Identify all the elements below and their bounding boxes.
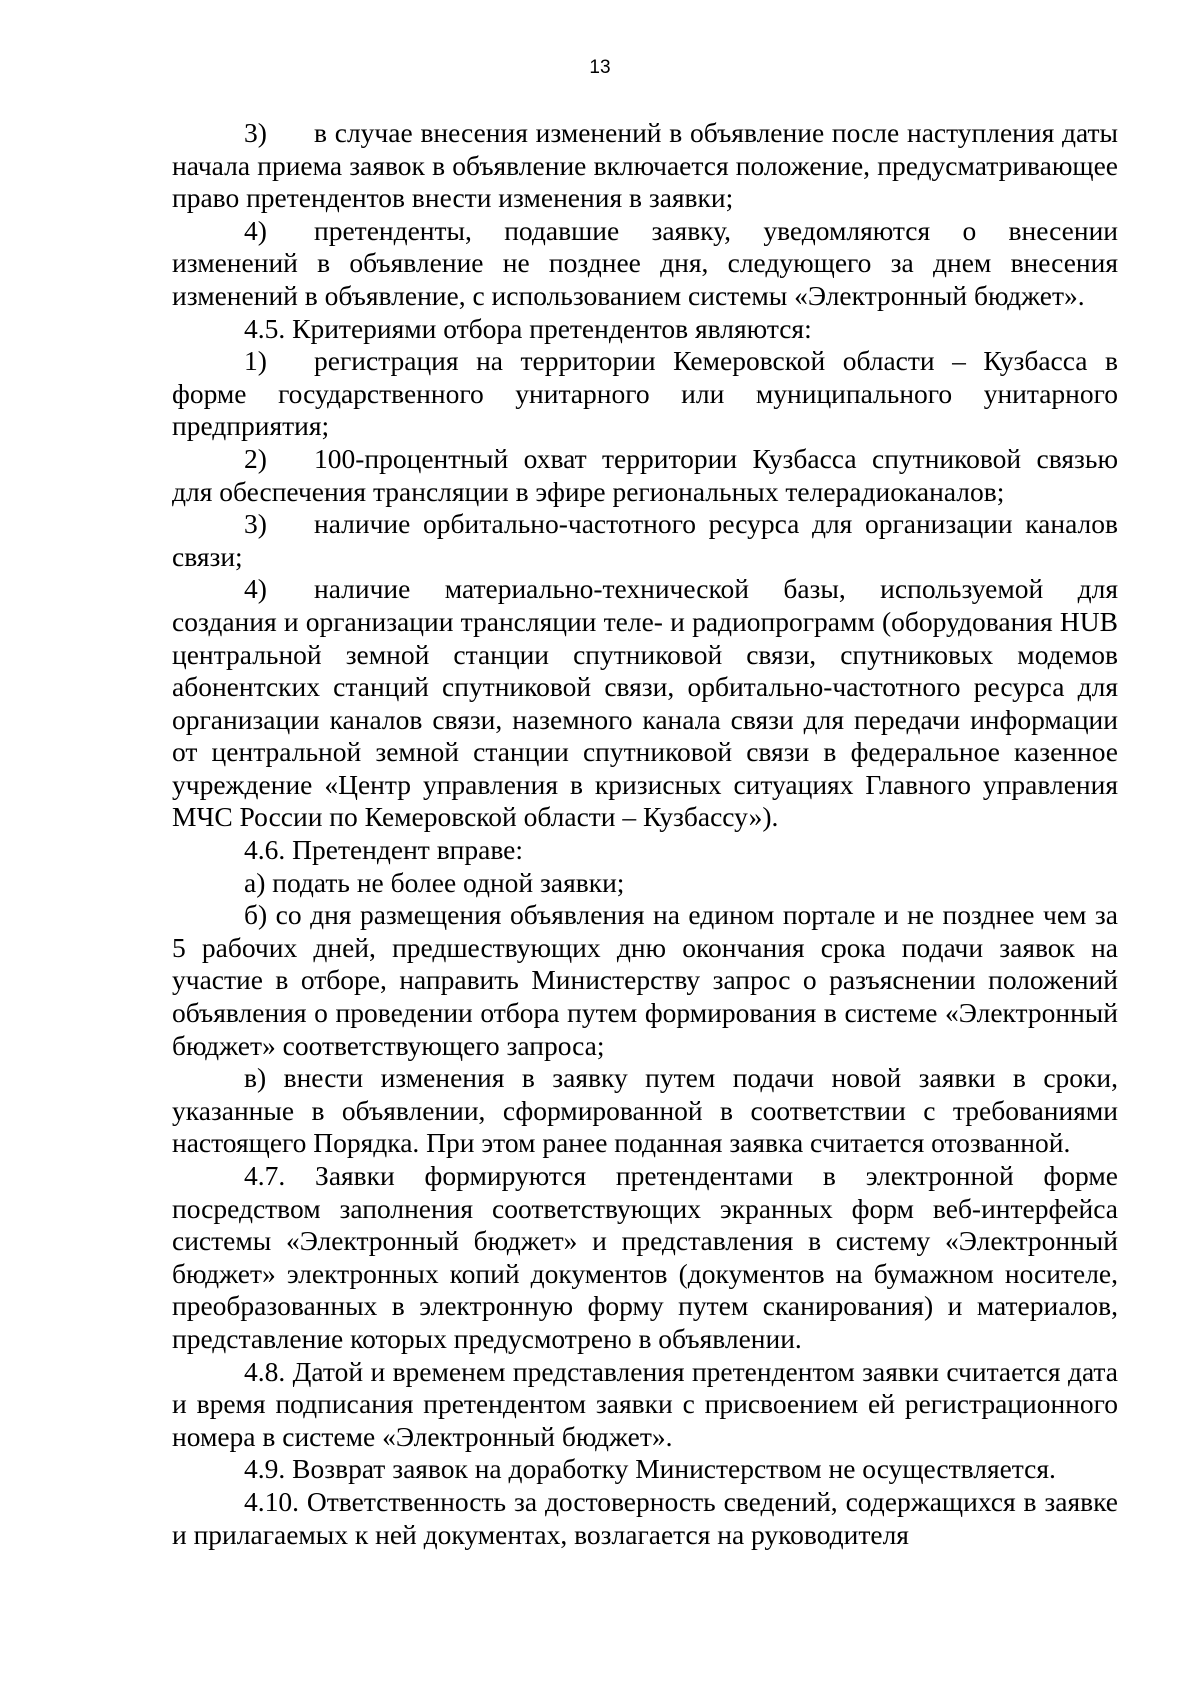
- paragraph-text: наличие орбитально-частотного ресурса для организации каналов связи;: [172, 508, 1118, 572]
- paragraph-4-9: [172, 1453, 1118, 1486]
- page-number: 13: [589, 57, 611, 78]
- document-body: [172, 117, 1118, 1551]
- paragraph-3-changes: [172, 117, 1118, 215]
- paragraph-text: регистрация на территории Кемеровской области – Кузбасса в форме государственного унитарного или муниципального унитарного предприятия;: [172, 345, 1118, 442]
- paragraph-criterion-4: [172, 573, 1118, 834]
- paragraph-4-6-a: [172, 867, 1118, 900]
- list-number: 2): [244, 442, 267, 474]
- paragraph-text: 4.8. Датой и временем представления претендентом заявки считается дата и время подписания претендентом заявки с присвоением ей регистрационного номера в системе «Электронный бюджет».: [172, 1355, 1118, 1452]
- list-number: 4): [244, 573, 267, 605]
- list-number: 4): [244, 214, 267, 246]
- paragraph-text: 4.5. Критериями отбора претендентов являются:: [244, 312, 812, 344]
- paragraph-text: претенденты, подавшие заявку, уведомляются о внесении изменений в объявление не позднее дня, следующего за днем внесения изменений в объявление, с использованием системы «Электронный бюджет».: [172, 214, 1118, 311]
- paragraph-text: в случае внесения изменений в объявление после наступления даты начала приема заявок в объявление включается положение, предусматривающее право претендентов внести изменения в заявки;: [172, 117, 1118, 214]
- list-number: 1): [244, 345, 267, 377]
- paragraph-text: в) внести изменения в заявку путем подачи новой заявки в сроки, указанные в объявлении, сформированной в соответствии с требованиями настоящего Порядка. При этом ранее поданная заявка считается отозванной.: [172, 1062, 1118, 1159]
- paragraph-4-7: [172, 1160, 1118, 1356]
- paragraph-criterion-1: [172, 345, 1118, 443]
- paragraph-criterion-3: [172, 508, 1118, 573]
- paragraph-criterion-2: [172, 443, 1118, 508]
- paragraph-text: а) подать не более одной заявки;: [244, 866, 625, 898]
- paragraph-text: 4.7. Заявки формируются претендентами в электронной форме посредством заполнения соответствующих экранных форм веб-интерфейса системы «Электронный бюджет» и представления в систему «Электронный бюджет» электронных копий документов (документов на бумажном носителе, преобразованных в электронную форму путем сканирования) и материалов, представление которых предусмотрено в объявлении.: [172, 1160, 1118, 1354]
- paragraph-4-6-b: [172, 899, 1118, 1062]
- paragraph-text: наличие материально-технической базы, используемой для создания и организации трансляции теле- и радиопрограмм (оборудования HUB центральной земной станции спутниковой связи, спутниковых модемов абонентских станций спутниковой связи, орбитально-частотного ресурса для организации каналов связи, наземного канала связи для передачи информации от центральной земной станции спутниковой связи в федеральное казенное учреждение «Центр управления в кризисных ситуациях Главного управления МЧС России по Кемеровской области – Кузбассу»).: [172, 573, 1118, 833]
- paragraph-text: 4.9. Возврат заявок на доработку Министерством не осуществляется.: [244, 1453, 1056, 1485]
- paragraph-4-5-heading: [172, 313, 1118, 346]
- paragraph-text: 4.10. Ответственность за достоверность сведений, содержащихся в заявке и прилагаемых к ней документах, возлагается на руководителя: [172, 1485, 1118, 1550]
- paragraph-4-notification: [172, 215, 1118, 313]
- paragraph-text: б) со дня размещения объявления на едином портале и не позднее чем за 5 рабочих дней, предшествующих дню окончания срока подачи заявок на участие в отборе, направить Министерству запрос о разъяснении положений объявления о проведении отбора путем формирования в системе «Электронный бюджет» соответствующего запроса;: [172, 899, 1118, 1061]
- list-number: 3): [244, 117, 267, 148]
- paragraph-4-8: [172, 1356, 1118, 1454]
- paragraph-text: 4.6. Претендент вправе:: [244, 834, 524, 866]
- paragraph-4-10: [172, 1486, 1118, 1551]
- list-number: 3): [244, 508, 267, 540]
- paragraph-4-6-v: [172, 1062, 1118, 1160]
- paragraph-text: 100-процентный охват территории Кузбасса спутниковой связью для обеспечения трансляции в эфире региональных телерадиоканалов;: [172, 442, 1118, 507]
- paragraph-4-6-heading: [172, 834, 1118, 867]
